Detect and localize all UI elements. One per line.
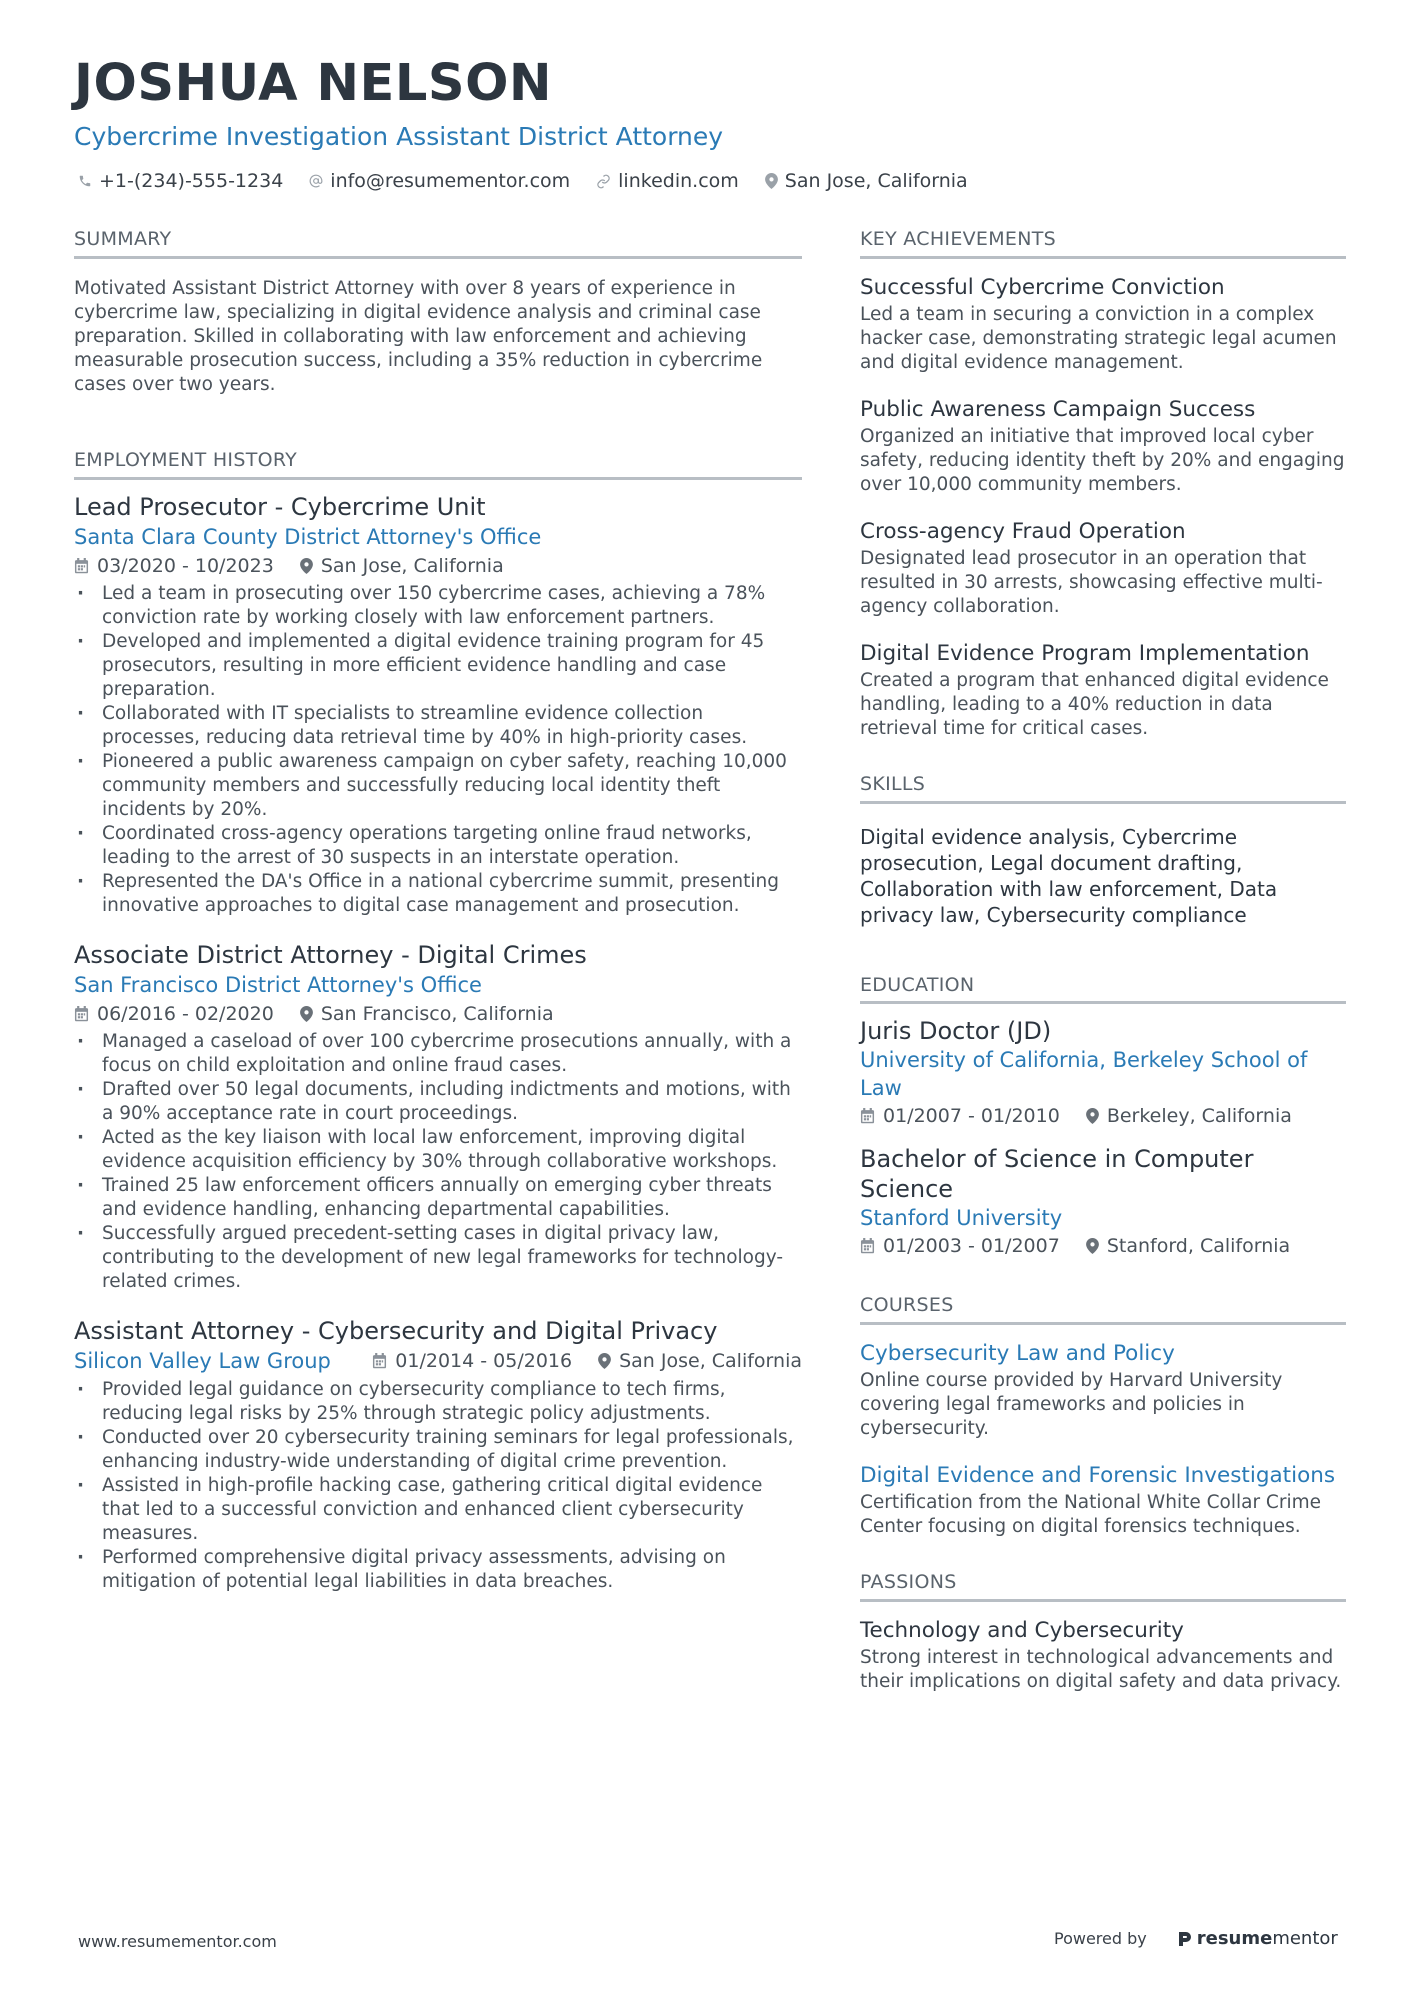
job-location-text: San Francisco, California [320,1002,554,1025]
achievement-item [860,273,1346,375]
job-title: Associate District Attorney - Digital Crimes [74,940,587,969]
education-meta [860,1232,1346,1260]
link-icon [596,174,611,189]
job-title: Lead Prosecutor - Cybercrime Unit [74,492,486,521]
achievement-text: Created a program that enhanced digital evidence handling, leading to a 40% reduction in data retrieval time for critical cases. [860,669,1329,739]
education-location [1086,1102,1292,1130]
education-dates [860,1102,1060,1130]
bullet-item: · Acted as the key liaison with local law enforcement, improving digital evidence acquisition efficiency by 30% through collaborative workshops. [74,1126,802,1174]
bullet-item: · Managed a caseload of over 100 cybercrime prosecutions annually, with a focus on child exploitation and online fraud cases. [74,1030,802,1078]
candidate-title: Cybercrime Investigation Assistant District Attorney [74,122,724,151]
courses-section [860,1294,1346,1539]
location-pin-icon [300,1006,313,1022]
job-location [300,1000,554,1028]
bullet-item: · Successfully argued precedent-setting cases in digital privacy law, contributing to the development of new legal frameworks for technology-related crimes. [74,1222,802,1294]
skills-heading: SKILLS [860,773,1346,804]
contact-location [765,170,968,192]
footer-branding [1054,1928,1338,1949]
brand-name-bold: resume [1196,1928,1273,1949]
education-section [860,974,1346,1261]
education-item [860,1016,1346,1130]
courses-heading: COURSES [860,1294,1346,1325]
job-dates-text: 01/2014 - 05/2016 [395,1349,573,1372]
calendar-icon [74,1006,89,1022]
linkedin-text: linkedin.com [618,170,739,192]
job-organization: Silicon Valley Law Group [74,1348,331,1373]
education-degree: Juris Doctor (JD) [860,1017,1052,1046]
bullet-item: · Performed comprehensive digital privacy assessments, advising on mitigation of potential legal liabilities in data breaches. [74,1546,802,1594]
candidate-name: JOSHUA NELSON [74,54,553,113]
job-dates [74,1000,274,1028]
right-column [860,228,1346,1714]
job-organization: Santa Clara County District Attorney's Office [74,524,542,549]
job-meta [74,552,802,580]
achievement-title: Cross-agency Fraud Operation [860,518,1186,544]
contact-bar [78,170,994,192]
job-dates [74,552,274,580]
left-column [74,228,802,1616]
passion-title: Technology and Cybersecurity [860,1617,1184,1643]
resumementor-logo-icon [1177,1930,1193,1948]
summary-section [74,228,802,397]
job-entry [74,940,802,1294]
summary-heading: SUMMARY [74,228,802,259]
course-item [860,1461,1346,1539]
bullet-item: · Coordinated cross-agency operations targeting online fraud networks, leading to the arrest of 30 suspects in an interstate operation. [74,822,802,870]
bullet-item: · Developed and implemented a digital evidence training program for 45 prosecutors, resulting in more efficient evidence handling and case preparation. [74,630,802,702]
course-title: Cybersecurity Law and Policy [860,1341,1175,1367]
education-dates-text: 01/2007 - 01/2010 [883,1105,1060,1128]
job-location [300,552,504,580]
education-dates [860,1232,1060,1260]
calendar-icon [860,1108,875,1124]
job-dates-text: 06/2016 - 02/2020 [97,1002,274,1025]
calendar-icon [860,1238,875,1254]
job-meta [74,1000,802,1028]
location-text: San Jose, California [784,170,968,192]
education-location [1086,1232,1290,1260]
location-pin-icon [300,558,313,574]
achievement-item [860,517,1346,619]
brand-name-light: mentor [1272,1928,1338,1949]
contact-linkedin[interactable] [596,170,739,192]
contact-phone [78,170,283,192]
phone-icon [78,174,92,188]
education-degree: Bachelor of Science in Computer Science [860,1145,1254,1204]
achievement-title: Digital Evidence Program Implementation [860,640,1310,666]
location-pin-icon [1086,1238,1099,1254]
education-meta [860,1102,1346,1130]
footer-website[interactable]: www.resumementor.com [78,1932,277,1951]
employment-heading: EMPLOYMENT HISTORY [74,449,802,480]
skills-text: Digital evidence analysis, Cybercrime prosecution, Legal document drafting, Collaboration with law enforcement, Data privacy law, Cybersecurity compliance [860,824,1278,927]
employment-section [74,449,802,1594]
education-heading: EDUCATION [860,974,1346,1005]
bullet-item: · Provided legal guidance on cybersecurity compliance to tech firms, reducing legal risks by 25% through strategic policy adjustments. [74,1378,802,1426]
bullet-item: · Led a team in prosecuting over 150 cybercrime cases, achieving a 78% conviction rate by working closely with law enforcement partners. [74,582,802,630]
bullet-item: · Drafted over 50 legal documents, including indictments and motions, with a 90% acceptance rate in court proceedings. [74,1078,802,1126]
contact-email[interactable] [309,170,570,192]
course-title: Digital Evidence and Forensic Investigations [860,1463,1336,1489]
achievements-section [860,228,1346,741]
passion-text: Strong interest in technological advancements and their implications on digital safety and data privacy. [860,1646,1342,1692]
summary-text: Motivated Assistant District Attorney with over 8 years of experience in cybercrime law, specializing in digital evidence analysis and criminal case preparation. Skilled in collaborating with law enforcement and achieving measurable prosecution success, including a 35% reduction in cybercrime cases over two years. [74,277,763,395]
job-bullets [74,1030,802,1294]
achievement-text: Designated lead prosecutor in an operation that resulted in 30 arrests, showcasing effective multi-agency collaboration. [860,547,1323,617]
job-meta [74,1346,802,1376]
location-pin-icon [765,173,778,189]
job-dates-text: 03/2020 - 10/2023 [97,554,274,577]
bullet-item: · Conducted over 20 cybersecurity training seminars for legal professionals, enhancing industry-wide understanding of digital crime prevention. [74,1426,802,1474]
education-dates-text: 01/2003 - 01/2007 [883,1235,1060,1258]
email-text: info@resumementor.com [330,170,571,192]
passions-heading: PASSIONS [860,1571,1346,1602]
job-bullets [74,1378,802,1594]
phone-text: +1-(234)-555-1234 [99,170,284,192]
achievements-heading: KEY ACHIEVEMENTS [860,228,1346,259]
education-item [860,1144,1346,1260]
job-meta-right [372,1347,802,1375]
bullet-item: · Represented the DA's Office in a national cybercrime summit, presenting innovative approaches to digital case management and prosecution. [74,870,802,918]
skills-section [860,773,1346,928]
achievement-text: Organized an initiative that improved local cyber safety, reducing identity theft by 20% and engaging over 10,000 community members. [860,425,1345,495]
achievement-item [860,395,1346,497]
powered-by-text: Powered by [1054,1929,1147,1948]
job-dates [372,1347,572,1375]
job-location-text: San Jose, California [320,554,504,577]
achievement-title: Public Awareness Campaign Success [860,396,1256,422]
job-entry [74,492,802,918]
calendar-icon [74,558,89,574]
course-text: Certification from the National White Collar Crime Center focusing on digital forensics techniques. [860,1492,1322,1538]
achievement-item [860,639,1346,741]
education-location-text: Stanford, California [1106,1235,1291,1258]
bullet-item: · Trained 25 law enforcement officers annually on emerging cyber threats and evidence handling, enhancing departmental capabilities. [74,1174,802,1222]
education-location-text: Berkeley, California [1106,1105,1292,1128]
bullet-item: · Collaborated with IT specialists to streamline evidence collection processes, reducing data retrieval time by 40% in high-priority cases. [74,702,802,750]
achievement-title: Successful Cybercrime Conviction [860,274,1225,300]
at-icon [309,174,323,188]
passion-item [860,1616,1346,1694]
course-text: Online course provided by Harvard University covering legal frameworks and policies in cybersecurity. [860,1370,1283,1440]
location-pin-icon [598,1353,611,1369]
job-title: Assistant Attorney - Cybersecurity and Digital Privacy [74,1316,718,1345]
achievement-text: Led a team in securing a conviction in a complex hacker case, demonstrating strategic legal acumen and digital evidence management. [860,303,1337,373]
bullet-item: · Pioneered a public awareness campaign on cyber safety, reaching 10,000 community members and successfully reducing local identity theft incidents by 20%. [74,750,802,822]
location-pin-icon [1086,1108,1099,1124]
job-organization: San Francisco District Attorney's Office [74,972,482,997]
job-location-text: San Jose, California [619,1349,802,1372]
passions-section [860,1571,1346,1694]
calendar-icon [372,1353,387,1369]
job-location [598,1347,802,1375]
education-school: Stanford University [860,1206,1063,1231]
course-item [860,1339,1346,1441]
job-entry [74,1316,802,1594]
education-school: University of California, Berkeley School of Law [860,1048,1308,1101]
bullet-item: · Assisted in high-profile hacking case, gathering critical digital evidence that led to a successful conviction and enhanced client cybersecurity measures. [74,1474,802,1546]
job-bullets [74,582,802,918]
brand-logo[interactable] [1177,1928,1338,1949]
